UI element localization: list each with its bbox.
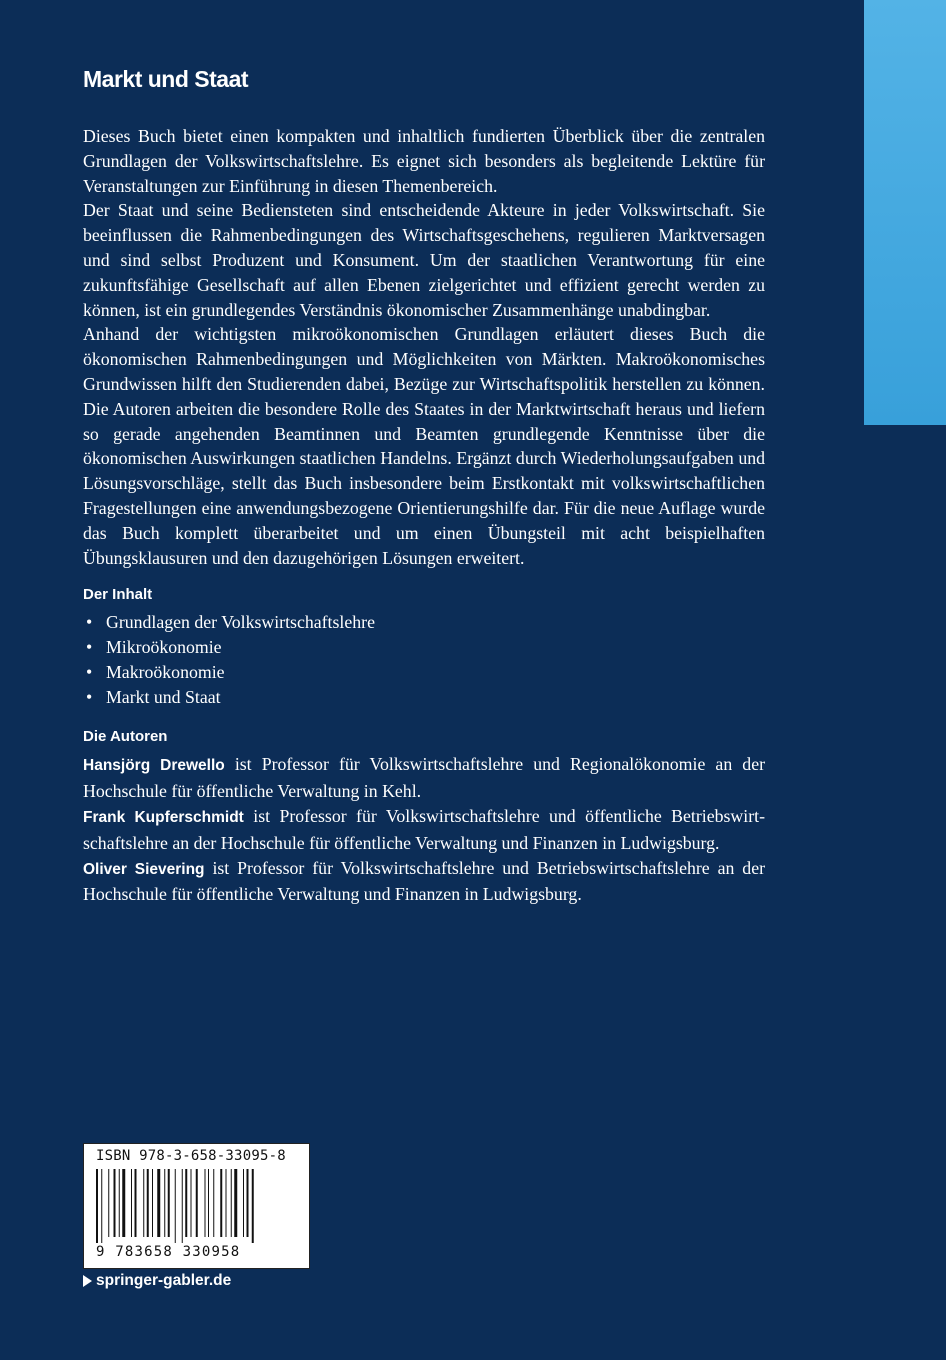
author-bio: ist Professor für Volkswirtschaftslehre und Betriebswirtschaftslehre an der Hochschule für öffentliche Verwaltung und Finanzen in Ludwigsburg. [83,857,766,905]
website-text: springer-gabler.de [96,1272,232,1289]
barcode-bar [131,1169,132,1237]
bullet-mark: • [86,637,93,658]
author-name: Oliver Sievering [83,860,205,878]
barcode-bar [119,1169,120,1237]
barcode-bar [205,1169,206,1237]
authors-heading: Die Autoren [83,728,168,746]
isbn-label: ISBN 978-3-658-33095-8 [96,1148,286,1164]
author-entry [83,752,765,804]
barcode-bar [157,1169,160,1237]
barcode-bar [135,1169,137,1237]
barcode-bar [164,1169,165,1237]
barcode-bar [185,1169,187,1237]
publisher-link[interactable] [83,1272,231,1290]
barcode-bar [182,1169,183,1243]
barcode-bar [143,1169,144,1237]
barcode-bar [243,1169,244,1237]
barcode-bar [101,1169,102,1243]
barcode-bar [234,1169,237,1237]
list-item-text: Grundlagen der Volkswirtschaftslehre [106,612,375,633]
arrow-right-icon [83,1275,92,1287]
barcode-bar [147,1169,149,1237]
isbn-barcode [83,1143,310,1269]
barcode-bar [168,1169,170,1237]
barcode-bar [247,1169,249,1237]
back-cover-content [83,62,765,907]
author-entry [83,804,765,856]
author-name: Frank Kupferschmidt [83,808,244,826]
barcode-bar [108,1169,109,1237]
book-title: Markt und Staat [83,66,249,92]
list-item-text: Markt und Staat [106,687,221,708]
list-item [83,610,765,635]
accent-strip [864,0,946,425]
barcode-bar [252,1169,254,1243]
author-bio: ist Professor für Volkswirtschaftslehre und Regionalökonomie an der Hochschule für öffentliche Verwaltung in Kehl. [83,754,766,802]
list-item [83,685,765,710]
list-item-text: Makroökonomie [106,662,225,683]
barcode-bar [191,1169,192,1237]
description-paragraph-2: Der Staat und seine Bediensteten sind entscheidende Akteure in jeder Volkswirtschaft. Sie beeinflussen die Rahmenbedingungen des Wirtschaftsgeschehens, regulieren Marktversagen und sind selbst Produzent und Konsument. Um der staatlichen Verantwortung für eine zukunftsfähige Gesellschaft auf allen Ebenen zielgerichtet und effizient gerecht werden zu können, ist ein grundlegendes Verständnis ökonomischer Zusammenhänge unabdingbar. [83,200,765,320]
author-bio: ist Professor für Volkswirtschaftslehre und öffentliche Betriebswirtschaftslehre an der Hochschule für öffentliche Verwaltung und Finanzen in Ludwigsburg. [83,805,765,853]
author-entry [83,856,765,908]
barcode-bar [226,1169,227,1237]
bullet-mark: • [86,687,93,708]
author-name: Hansjörg Drewello [83,757,225,775]
description-paragraph-3: Anhand der wichtigsten mikroökonomischen Grundlagen erläutert dieses Buch die ökonomischen Rahmenbedingungen und Möglichkeiten von Märkten. Makroökonomisches Grundwissen hilft den Studierenden dabei, Bezüge zur Wirtschaftspolitik herstellen zu können. Die Autoren arbeiten die besondere Rolle des Staates in der Marktwirtschaft heraus und liefern so gerade angehenden Beamtinnen und Beamten grundlegende Kenntnisse über die ökonomischen Auswirkungen staatlichen Handelns. Ergänzt durch Wiederholungsaufgaben und Lösungsvorschläge, stellt das Buch insbesondere beim Erstkontakt mit volkswirtschaftlichen Fragestellungen eine anwendungsbezogene Orientierungshilfe dar. Für die neue Auflage wurde das Buch komplett überarbeitet und um einen Übungsteil mit acht beispielhaften Übungsklausuren und den dazugehörigen Lösungen erweitert. [83,324,765,568]
bullet-mark: • [86,612,93,633]
list-item [83,660,765,685]
contents-heading: Der Inhalt [83,586,153,604]
bullet-mark: • [86,662,93,683]
barcode-bar [122,1169,125,1237]
barcode-bar [220,1169,222,1237]
barcode-digits: 9 783658 330958 [96,1244,241,1260]
barcode-bar [213,1169,214,1237]
contents-list [83,610,765,710]
description-paragraph-1: Dieses Buch bietet einen kompakten und inhaltlich fundierten Überblick über die zentralen Grundlagen der Volkswirtschaftslehre. Es eignet sich besonders als begleitende Lektüre für Veranstaltungen zur Einführung in diesen Themenbereich. [83,126,765,196]
barcode-bar [152,1169,153,1237]
barcode-bar [175,1169,176,1243]
barcode-bar [114,1169,116,1237]
list-item-text: Mikroökonomie [106,637,222,658]
barcode-bar [96,1169,98,1243]
barcode-bars [96,1169,298,1243]
barcode-bar [196,1169,198,1237]
list-item [83,635,765,660]
barcode-bar [208,1169,209,1237]
barcode-bar [231,1169,232,1237]
